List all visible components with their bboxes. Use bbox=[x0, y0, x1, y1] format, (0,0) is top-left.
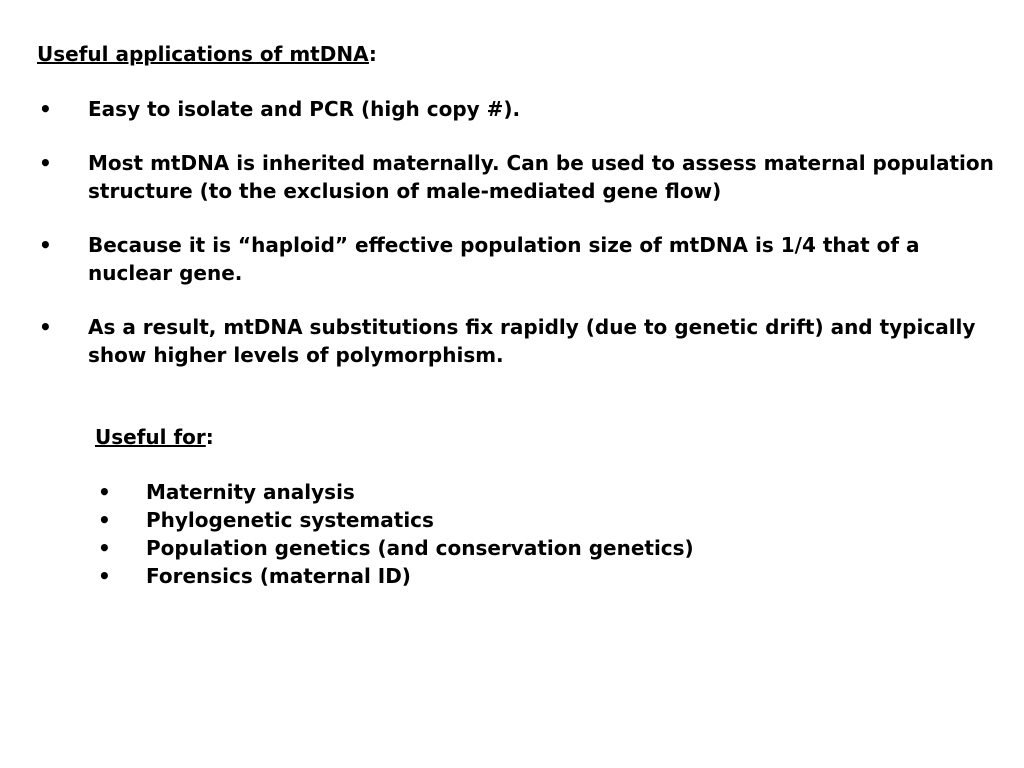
useful-for-item-text: Phylogenetic systematics bbox=[146, 508, 434, 532]
list-item bbox=[37, 95, 997, 123]
list-item bbox=[37, 149, 997, 205]
list-item-text: Easy to isolate and PCR (high copy #). bbox=[88, 97, 521, 121]
list-item-text: Because it is “haploid” effective population size of mtDNA is 1/4 that of a nuclear gene. bbox=[88, 233, 920, 285]
list-item-text: Most mtDNA is inherited maternally. Can be used to assess maternal population structure (to the exclusion of male-mediated gene flow) bbox=[88, 151, 994, 203]
list-item-text: As a result, mtDNA substitutions fix rapidly (due to genetic drift) and typically show higher levels of polymorphism. bbox=[88, 315, 976, 367]
useful-for-item bbox=[96, 534, 694, 562]
bullet-icon: • bbox=[39, 97, 52, 121]
bullet-icon: • bbox=[98, 480, 111, 504]
list-item bbox=[37, 313, 997, 369]
useful-for-heading-underlined: Useful for bbox=[95, 425, 206, 449]
applications-list bbox=[37, 95, 997, 395]
slide-title-underlined: Useful applications of mtDNA bbox=[37, 42, 369, 66]
useful-for-item bbox=[96, 478, 694, 506]
useful-for-heading bbox=[95, 423, 214, 451]
useful-for-item-text: Forensics (maternal ID) bbox=[146, 564, 411, 588]
useful-for-item-text: Population genetics (and conservation genetics) bbox=[146, 536, 694, 560]
slide-title bbox=[37, 40, 377, 68]
useful-for-item bbox=[96, 562, 694, 590]
bullet-icon: • bbox=[98, 536, 111, 560]
slide-title-colon: : bbox=[368, 42, 377, 66]
useful-for-item-text: Maternity analysis bbox=[146, 480, 355, 504]
bullet-icon: • bbox=[39, 233, 52, 257]
bullet-icon: • bbox=[98, 564, 111, 588]
bullet-icon: • bbox=[39, 151, 52, 175]
useful-for-item bbox=[96, 506, 694, 534]
bullet-icon: • bbox=[39, 315, 52, 339]
useful-for-heading-colon: : bbox=[205, 425, 214, 449]
useful-for-list bbox=[96, 478, 694, 590]
list-item bbox=[37, 231, 997, 287]
bullet-icon: • bbox=[98, 508, 111, 532]
